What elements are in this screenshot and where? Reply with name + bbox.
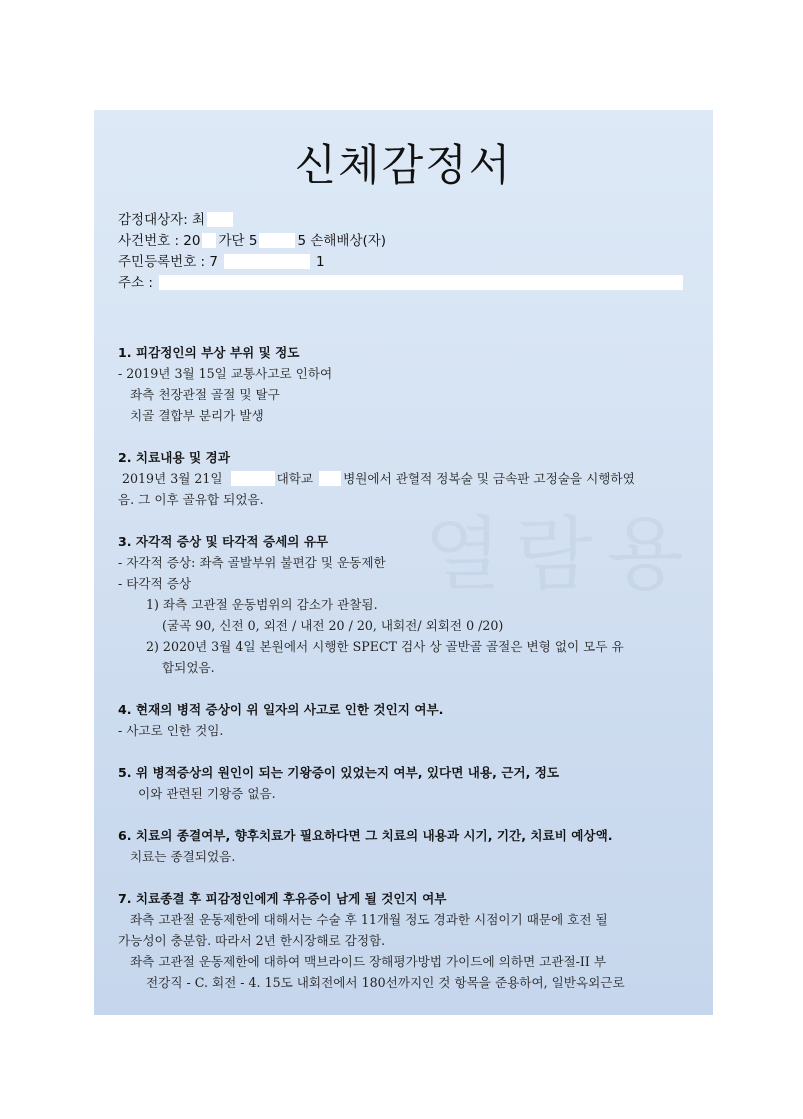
redaction-box xyxy=(224,254,310,269)
document-title: 신체감정서 xyxy=(294,141,513,191)
treatment-date: 2019년 3월 21일 xyxy=(122,471,223,486)
treatment-text: 병원에서 관혈적 정복술 및 금속판 고정술을 시행하였 xyxy=(343,471,635,486)
section-3-line: 1) 좌측 고관절 운동범위의 감소가 관찰됨. xyxy=(146,597,378,612)
section-3-heading: 3. 자각적 증상 및 타각적 증세의 유무 xyxy=(118,534,329,549)
section-3-line: (굴곡 90, 신전 0, 외전 / 내전 20 / 20, 내회전/ 외회전 0 /20) xyxy=(162,618,504,633)
header-info xyxy=(118,210,683,294)
section-5-line: 이와 관련된 기왕증 없음. xyxy=(138,786,276,801)
section-7-line: 좌측 고관절 운동제한에 대해서는 수술 후 11개월 정도 경과한 시점이기 때문에 호전 될 xyxy=(130,912,608,927)
case-number-row xyxy=(118,231,683,252)
section-3-line: 합되었음. xyxy=(162,660,215,675)
section-1-line: - 2019년 3월 15일 교통사고로 인하여 xyxy=(118,366,333,381)
redaction-box xyxy=(259,233,295,248)
hospital-university: 대학교 xyxy=(276,471,314,486)
section-1-line: 좌측 천장관절 골절 및 탈구 xyxy=(130,387,280,402)
section-4-heading: 4. 현재의 병적 증상이 위 일자의 사고로 인한 것인지 여부. xyxy=(118,702,444,717)
rrn-prefix: 주민등록번호 : 7 xyxy=(118,254,218,270)
section-7-heading: 7. 치료종결 후 피감정인에게 후유증이 남게 될 것인지 여부 xyxy=(118,891,447,906)
section-7-line: 전강직 - C. 회전 - 4. 15도 내회전에서 180선까지인 것 항목을 준용하여, 일반옥외근로 xyxy=(146,975,625,990)
document-body xyxy=(118,342,692,993)
case-prefix: 사건번호 : 20 xyxy=(118,233,201,249)
case-suffix: 5 손해배상(자) xyxy=(297,233,387,249)
section-3-line: - 자각적 증상: 좌측 골발부위 불편감 및 운동제한 xyxy=(118,555,386,570)
section-7-line: 가능성이 충분함. 따라서 2년 한시장해로 감정함. xyxy=(118,933,386,948)
section-6-heading: 6. 치료의 종결여부, 향후치료가 필요하다면 그 치료의 내용과 시기, 기간, 치료비 예상액. xyxy=(118,828,613,843)
section-3-line: 2) 2020년 3월 4일 본원에서 시행한 SPECT 검사 상 골반골 골절은 변형 없이 모두 유 xyxy=(146,639,624,654)
section-2-heading: 2. 치료내용 및 경과 xyxy=(118,450,230,465)
address-row xyxy=(118,273,683,294)
section-2-line xyxy=(118,468,692,489)
section-2-line: 음. 그 이후 골유합 되었음. xyxy=(118,492,264,507)
subject-label: 감정대상자: 최 xyxy=(118,212,206,228)
redaction-box xyxy=(202,233,216,248)
section-1-line: 치골 결합부 분리가 발생 xyxy=(130,408,264,423)
subject-row xyxy=(118,210,683,231)
case-mid: 가단 5 xyxy=(218,233,258,249)
document-page xyxy=(94,110,713,1015)
redaction-box xyxy=(231,471,275,486)
redaction-box xyxy=(159,275,683,290)
section-1-heading: 1. 피감정인의 부상 부위 및 정도 xyxy=(118,345,300,360)
section-4-line: - 사고로 인한 것임. xyxy=(118,723,224,738)
section-7-line: 좌측 고관절 운동제한에 대하여 맥브라이드 장해평가방법 가이드에 의하면 고관절-II 부 xyxy=(130,954,607,969)
section-3-line: - 타각적 증상 xyxy=(118,576,192,591)
redaction-box xyxy=(319,471,341,486)
watermark: 열람용 xyxy=(424,508,698,601)
section-6-line: 치료는 종결되었음. xyxy=(130,849,236,864)
rrn-suffix: 1 xyxy=(315,254,325,270)
rrn-row xyxy=(118,252,683,273)
section-5-heading: 5. 위 병적증상의 원인이 되는 기왕증이 있었는지 여부, 있다면 내용, 근거, 정도 xyxy=(118,765,560,780)
redaction-box xyxy=(207,212,233,227)
address-label: 주소 : xyxy=(118,275,153,291)
